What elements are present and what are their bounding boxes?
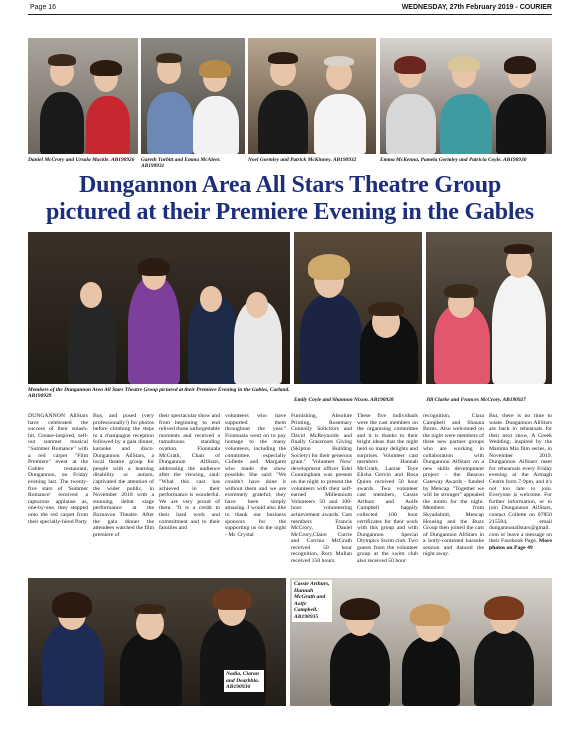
photo-gormley-mckinney	[248, 38, 376, 154]
headline	[28, 172, 552, 226]
headline-line-2: pictured at their Premiere Evening in the Gables	[46, 199, 534, 225]
photo-arthurs-mcgrath-campbell	[290, 578, 552, 706]
photo-mccrory-mackle	[28, 38, 138, 154]
photo-turbitt-mcaleer	[141, 38, 245, 154]
caption-nadia-ciaran-dearbhla: Nadia, Ciaran and Dearbhla. AB190936	[224, 670, 264, 692]
page-number: Page 16	[30, 4, 57, 11]
more-photos-note: More photos on Page 49	[489, 538, 552, 551]
caption-coyle-nixon: Emily Coyle and Shannon Nixon. AB190928	[294, 397, 394, 403]
caption-gormley-mckinney: Noel Gormley and Patrick McKinney. AB190932	[248, 157, 357, 163]
photo-coyle-nixon	[294, 232, 422, 384]
header-rule	[28, 14, 552, 15]
caption-mckenna-gormley-coyle: Emma McKenna, Pamela Gormley and Patricia Coyle. AB190930	[380, 157, 527, 163]
article-column-8	[489, 413, 552, 573]
article-column-3: their spectacular show and from beginning to end relived those unforgettable moments and received a tumultuous standing ovation. Fionnuala McGrath, Chair of Dungannon AllStars, addressing the audience after the viewing, said: "What this cast has achieved in their performance is wonderful. We are very proud of them. "It is a credit to their hard work and commitment and to their families and	[159, 413, 220, 532]
article-column-4: volunteers who have supported them throughout the year." Fionnuala went on to pay homage to the many volunteers, including the committee, especially Collette and Margaret who made the show possible. She said: "We couldn't have done it without them and we are extremely grateful; they have been simply amazing. I would also like to thank our business sponsors for the supporting us on the night - Mc Crystal	[225, 413, 286, 538]
headline-line-1: Dungannon Area All Stars Theatre Group	[78, 172, 502, 198]
photo-clarke-mccrory	[426, 232, 552, 384]
caption-clarke-mccrory: Jill Clarke and Frances McCrory. AB190927	[426, 397, 526, 403]
photo-mckenna-gormley-coyle	[380, 38, 552, 154]
article-column-6: These five individuals were the cast members on the organising committee and it is thanks to their bright ideas that the night held so many delights and surprises. Volunteer cast members Hannah McGrath, Laoise Toye Elisha Gervin and Rosa Quinn received 50 hour awards. Two volunteer cast members, Cassie Arthurs and Aoife Campbell happily collected 100 hour certificates for their work with this group and with Dungannon Special Olympics Swim club. Two guests from the volunteer group at the swim club also received 50 hour	[357, 413, 418, 565]
caption-mccrory-mackle: Daniel McCrory and Ursula Mackle. AB190926	[28, 157, 135, 163]
caption-turbitt-mcaleer: Gareth Turbitt and Emma McAleer. AB190931	[141, 157, 221, 170]
article-column-7: recognition, Ciara Campbell and Shauna Burns. Also welcomed on the night were members of three new partner groups who are working in collaboration with Dungannon AllStars on a new skills development project - the Beacon Gateway Awards - funded by Mencap. "Together we will be stronger" appealed the motto for the night. Members from Skyadalmit, Mencap Housing and the Buzz Group then joined the cast of Dungannon AllStars in a hotly-contested karaoke session and danced the night away.	[423, 413, 484, 558]
article-column-2: Bus, and posed (very professionally!) for photos before climbing the steps to a champagne reception followed by a gala dinner, karaoke and disco. Dungannon AllStars, a local theatre group for people with a learning disability or autism, captivated the attention of the wider public, in November 2018 with a stunning debut stage performance at the Burnavon Theatre. After the gala dinner the attendees watched the film premiere of	[93, 413, 154, 538]
article-column-1: DUNGANNON AllStars have celebrated the success of their smash-hit, Grease-inspired, sell-out summer musical "Summer Romance" with a red carpet "Film Premiere" event at the Gables restaurant, Dungannon, on Friday evening last. The twenty-five stars of 'Summer Romance' received a rapturous applause as, one-by-one, they stepped onto the red carpet from their specially-hired Party	[28, 413, 88, 525]
caption-group-members: Members of the Dungannon Area All Stars Theatre Group pictured at their Premiere Evening in the Gables, Carland. AB190929	[28, 387, 290, 400]
caption-arthurs-mcgrath-campbell: Cassie Arthurs, Hannah McGrath and Aoife Campbell. AB190935	[292, 580, 332, 622]
dateline: WEDNESDAY, 27th February 2019 - COURIER	[401, 4, 552, 11]
photo-nadia-ciaran-dearbhla	[28, 578, 286, 706]
photo-group-members	[28, 232, 290, 384]
article-column-8-text: But, there is no time to waste. Dungannon AllStars are back in rehearsals for their next show, A Greek Wedding; inspired by the Mamma Mia film series, in November 2019. Dungannon AllStars meet for rehearsals every Friday evening at the Armagh Centre from 7-9pm, and it's not too late to join. Everyone is welcome. For further information, or to join Dungannon AllStars, contact Collette on 07850 215584, email dungannonallstars@gmail.com or leave a message on their Facebook Page.	[489, 413, 552, 545]
article-column-5: Furnishing, Absolute Printing, Rosemary Connolly Solicitors and David McReynolds and finally Grassroots Giving (Skipton Building Society) for their generous grant." 'Volunteer Now' development officer Edel Cunningham was present on the night to present the volunteers with their self-earned Millennium Volunteers 50 and 100-hour volunteering achievement awards. Cast members Francis McCrory, Daniel McCrory,Claire Currie and Corrina McGrath received 50 hour recognition, Rory Mullan received 150 hours.	[291, 413, 352, 565]
